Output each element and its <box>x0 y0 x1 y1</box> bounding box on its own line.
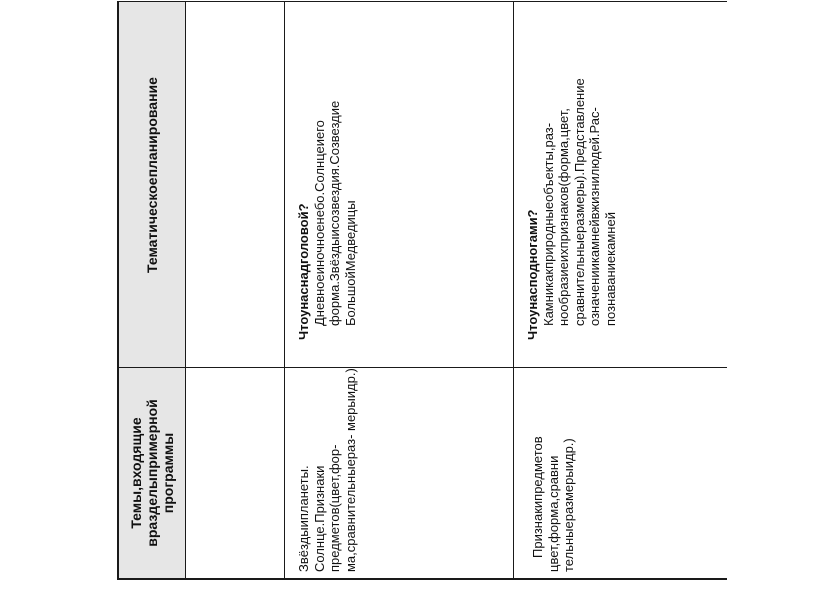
column-divider <box>117 367 727 368</box>
row2-planning <box>296 5 358 340</box>
table-border-top <box>117 1 727 2</box>
row2-question: Чтоунаснадголовой? <box>296 203 311 340</box>
row3-question: Чтоунасподногами? <box>525 209 540 340</box>
row-divider-2 <box>284 2 285 578</box>
row-divider-1 <box>185 2 186 578</box>
row-divider-3 <box>513 2 514 578</box>
row2-topic: Звёздыипланеты. Солнце.Признаки предметов(цвет,фор- ма,сравнительныераз- мерыидр.) <box>296 368 358 572</box>
row3-planning <box>525 5 618 340</box>
table-border-left <box>117 2 119 580</box>
row3-body: Камникакприродныеобъекты,раз- нообразиеихпризнаков(форма,цвет, сравнительныеразмеры).Представление означениикамнейвжизнилюдей.Рас- познаваниекамней <box>540 78 618 326</box>
header-thematic-planning: Тематическоепланирование <box>144 77 160 273</box>
header-topics: Темы,входящие вразделыпримерной программы <box>128 399 176 547</box>
row3-topic: Признакипредметов цвет,форма,сравни тельныеразмерыидр.) <box>530 436 576 572</box>
row2-body: Дневноеиночноенебо.Солнцеиего форма.Звёздыисозвездия.Созвездие БольшойМедведицы <box>311 100 358 326</box>
table-border-bottom <box>117 578 727 580</box>
